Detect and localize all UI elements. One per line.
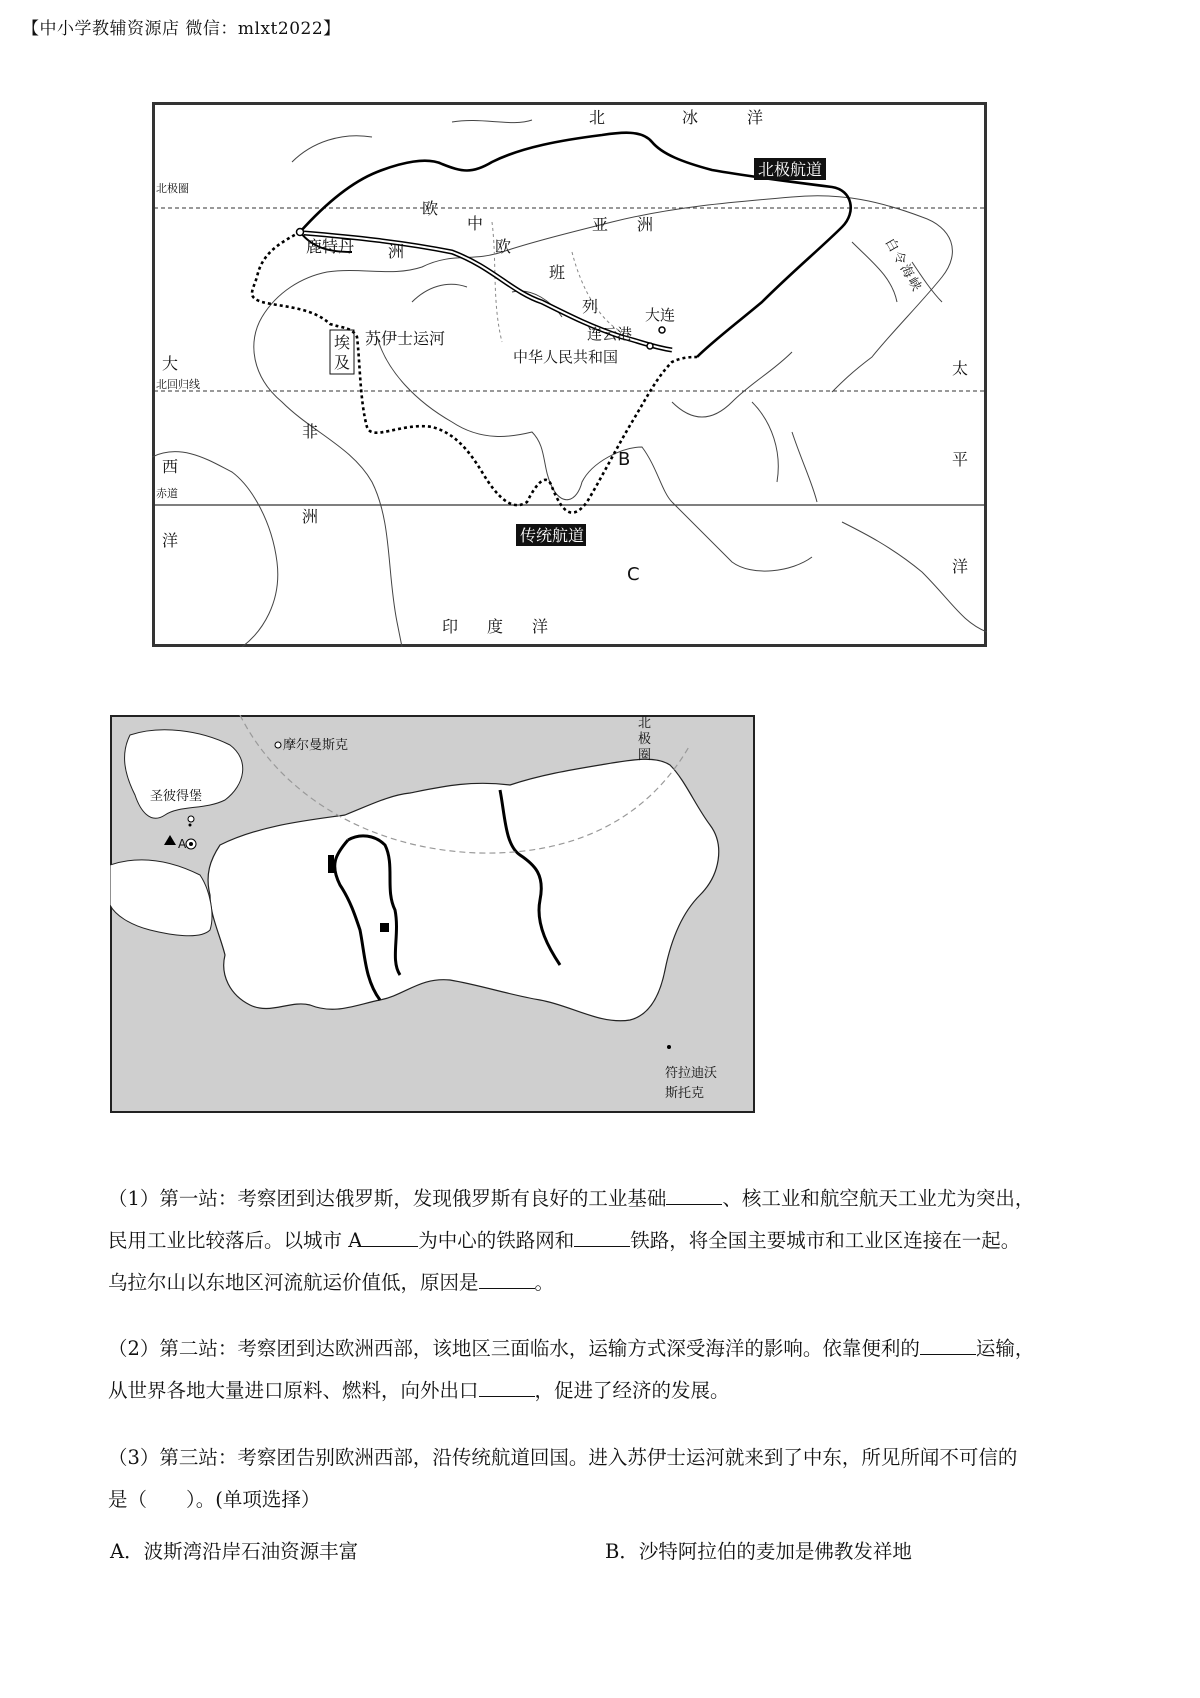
answer-blank[interactable] — [479, 1268, 535, 1289]
dalian-point — [659, 327, 665, 333]
atlantic-char-1: 大 — [162, 354, 179, 373]
q2-line-2: 从世界各地大量进口原料、燃料，向外出口 ，促进了经济的发展。 — [108, 1376, 730, 1406]
egypt-char-1: 埃 — [334, 333, 351, 352]
st-petersburg-label: 圣彼得堡 — [150, 789, 203, 804]
arctic-circle-char-1: 北 — [638, 716, 652, 731]
vladivostok-point — [667, 1045, 671, 1049]
q2-line-1: （2）第二站：考察团到达欧洲西部，该地区三面临水，运输方式深受海洋的影响。依靠便利的 运输， — [108, 1334, 1034, 1364]
atlantic-char-2: 西 — [162, 457, 179, 476]
arctic-ocean-char-1: 北 — [589, 108, 606, 127]
pacific-char-1: 太 — [952, 359, 969, 378]
q1-line-3: 乌拉尔山以东地区河流航运价值低，原因是 。 — [108, 1268, 554, 1298]
answer-blank[interactable] — [479, 1376, 535, 1397]
arctic-circle-char-2: 极 — [638, 732, 652, 747]
st-petersburg-point — [188, 816, 194, 822]
oil-marker — [328, 855, 334, 873]
q1-line-1: （1）第一站：考察团到达俄罗斯，发现俄罗斯有良好的工业基础 、核工业和航空航天工业尤为突出， — [108, 1184, 1034, 1214]
rotterdam-label: 鹿特丹 — [306, 237, 355, 256]
city-a-label: A — [178, 837, 187, 851]
dalian-label: 大连 — [645, 306, 676, 324]
arctic-circle-char-3: 圈 — [638, 748, 652, 763]
africa-char-1: 非 — [302, 422, 319, 441]
asia-char-2: 洲 — [637, 215, 654, 234]
traditional-route-label: 传统航道 — [520, 526, 585, 545]
egypt-char-2: 及 — [334, 353, 351, 372]
china-label: 中华人民共和国 — [513, 348, 619, 366]
bering-char-4: 峡 — [904, 274, 924, 294]
pacific-char-3: 洋 — [952, 557, 969, 576]
indian-ocean-char-3: 洋 — [532, 617, 549, 636]
africa-char-2: 洲 — [302, 507, 319, 526]
murmansk-label: 摩尔曼斯克 — [283, 738, 349, 753]
arctic-route-label: 北极航道 — [758, 160, 823, 179]
option-a[interactable]: A．波斯湾沿岸石油资源丰富 — [110, 1540, 359, 1563]
rotterdam-point — [297, 229, 304, 236]
arctic-ocean-char-3: 洋 — [747, 108, 764, 127]
murmansk-point — [275, 742, 281, 748]
indian-ocean-char-1: 印 — [442, 617, 459, 636]
q3-line-1: （3）第三站：考察团告别欧洲西部，沿传统航道回国。进入苏伊士运河就来到了中东，所见所闻不可信的 — [108, 1446, 1018, 1469]
point-b-label: B — [618, 449, 631, 470]
indian-ocean-char-2: 度 — [487, 617, 504, 636]
q1-line-2: 民用工业比较落后。以城市 A 为中心的铁路网和 铁路，将全国主要城市和工业区连接在一起。 — [108, 1226, 1020, 1256]
lianyungang-point — [647, 343, 653, 349]
answer-blank[interactable] — [920, 1334, 976, 1355]
point-c-label: C — [627, 564, 640, 585]
rail-char-2: 欧 — [495, 237, 512, 256]
vladivostok-label-1: 符拉迪沃 — [665, 1066, 718, 1081]
arctic-circle-label: 北极圈 — [156, 182, 189, 195]
pacific-char-2: 平 — [952, 450, 969, 469]
rail-char-3: 班 — [549, 263, 566, 282]
bering-char-1: 白 — [881, 236, 902, 255]
rail-char-4: 列 — [582, 297, 599, 316]
atlantic-char-3: 洋 — [162, 531, 179, 550]
bering-char-3: 海 — [896, 261, 917, 281]
page-header: 【中小学教辅资源店 微信：mlxt2022】 — [22, 19, 341, 39]
q3-line-2: 是（ ）。(单项选择） — [108, 1488, 321, 1511]
coal-marker — [380, 923, 389, 932]
asia-char-1: 亚 — [592, 215, 609, 234]
russia-map — [110, 715, 755, 1113]
shipping-routes-map — [152, 102, 987, 647]
answer-blank[interactable] — [666, 1184, 722, 1205]
answer-blank[interactable] — [574, 1226, 630, 1247]
vladivostok-label-2: 斯托克 — [665, 1086, 705, 1101]
tropic-cancer-label: 北回归线 — [156, 378, 200, 391]
option-b[interactable]: B．沙特阿拉伯的麦加是佛教发祥地 — [605, 1540, 912, 1563]
equator-label: 赤道 — [156, 487, 178, 500]
europe-char-1: 欧 — [422, 199, 439, 218]
answer-blank[interactable] — [362, 1226, 418, 1247]
bering-char-2: 令 — [889, 249, 909, 268]
rail-char-1: 中 — [467, 214, 484, 233]
suez-label: 苏伊士运河 — [365, 329, 446, 348]
europe-char-2: 洲 — [388, 242, 405, 261]
lianyungang-label: 连云港 — [587, 325, 633, 343]
arctic-ocean-char-2: 冰 — [682, 108, 699, 127]
